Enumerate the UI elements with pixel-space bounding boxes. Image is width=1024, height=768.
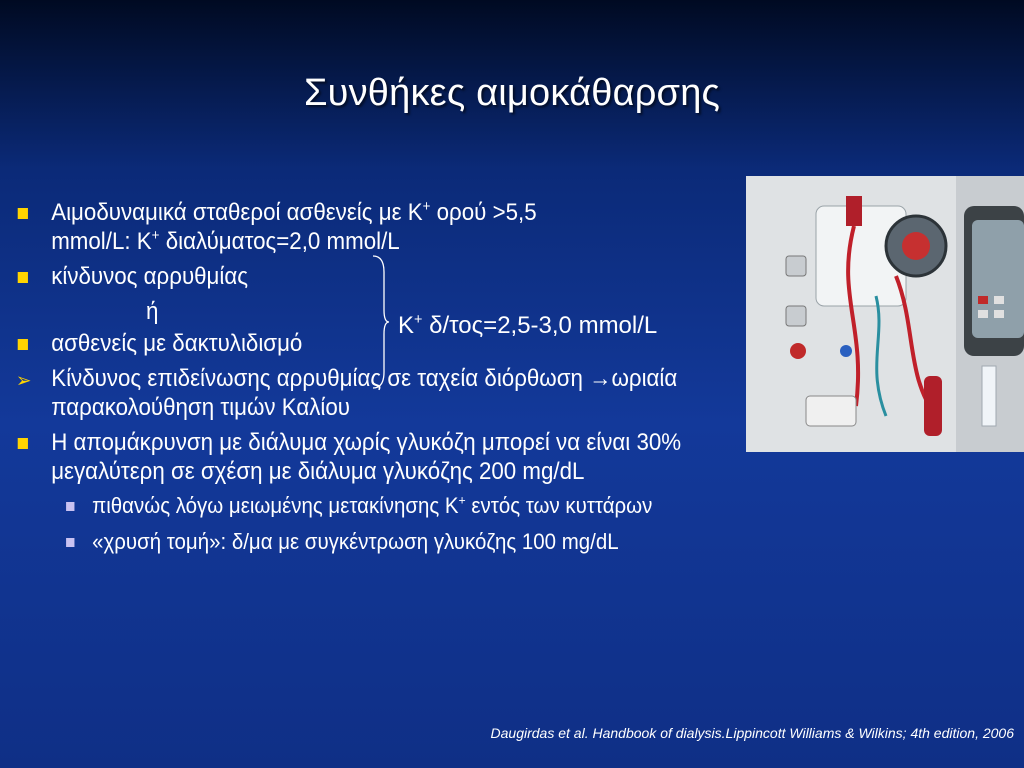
arrowhead-bullet-icon: ➢ (15, 370, 32, 392)
bullet-text: Αιμοδυναμικά σταθεροί ασθενείς με Κ+ ορού >5,5 mmol/L: Κ+ διαλύματος=2,0 mmol/L (51, 199, 537, 255)
bullet-text: Κίνδυνος επιδείνωσης αρρυθμίας σε ταχεία διόρθωση →ωριαία παρακολούθηση τιμών Καλίου (51, 365, 678, 421)
square-bullet-icon (18, 438, 28, 449)
list-item (14, 198, 684, 256)
square-sub-bullet-icon (66, 538, 74, 547)
list-item (14, 262, 684, 291)
dialysis-machine-illustration (746, 176, 1024, 452)
or-text: ή (146, 298, 159, 325)
list-item (14, 364, 684, 422)
sub-bullet-text: πιθανώς λόγω μειωμένης μετακίνησης Κ+ εντός των κυττάρων (92, 492, 653, 518)
square-bullet-icon (18, 272, 28, 283)
sub-bullet-text: «χρυσή τομή»: δ/μα με συγκέντρωση γλυκόζης 100 mg/dL (92, 529, 619, 554)
sub-list-item (14, 528, 684, 556)
slide-title: Συνθήκες αιμοκάθαρσης (303, 72, 721, 114)
square-bullet-icon (18, 339, 28, 350)
list-item (14, 428, 684, 486)
square-sub-bullet-icon (66, 502, 74, 511)
bullet-text: κίνδυνος αρρυθμίας (51, 263, 249, 290)
bullet-text: ασθενείς με δακτυλιδισμό (51, 330, 303, 357)
bullet-text: Η απομάκρυνση με διάλυμα χωρίς γλυκόζη μπορεί να είναι 30% μεγαλύτερη σε σχέση με διάλυμα γλυκόζης 200 mg/dL (51, 429, 682, 485)
bullet-list (14, 198, 684, 564)
curly-brace-icon (370, 254, 390, 390)
citation: Daugirdas et al. Handbook of dialysis.Lippincott Williams & Wilkins; 4th edition, 2006 (490, 725, 1014, 741)
sub-list-item (14, 492, 684, 520)
square-bullet-icon (18, 208, 28, 219)
potassium-range-text: Κ+ δ/τος=2,5-3,0 mmol/L (398, 312, 658, 339)
dialysis-machine-image (746, 176, 1024, 452)
